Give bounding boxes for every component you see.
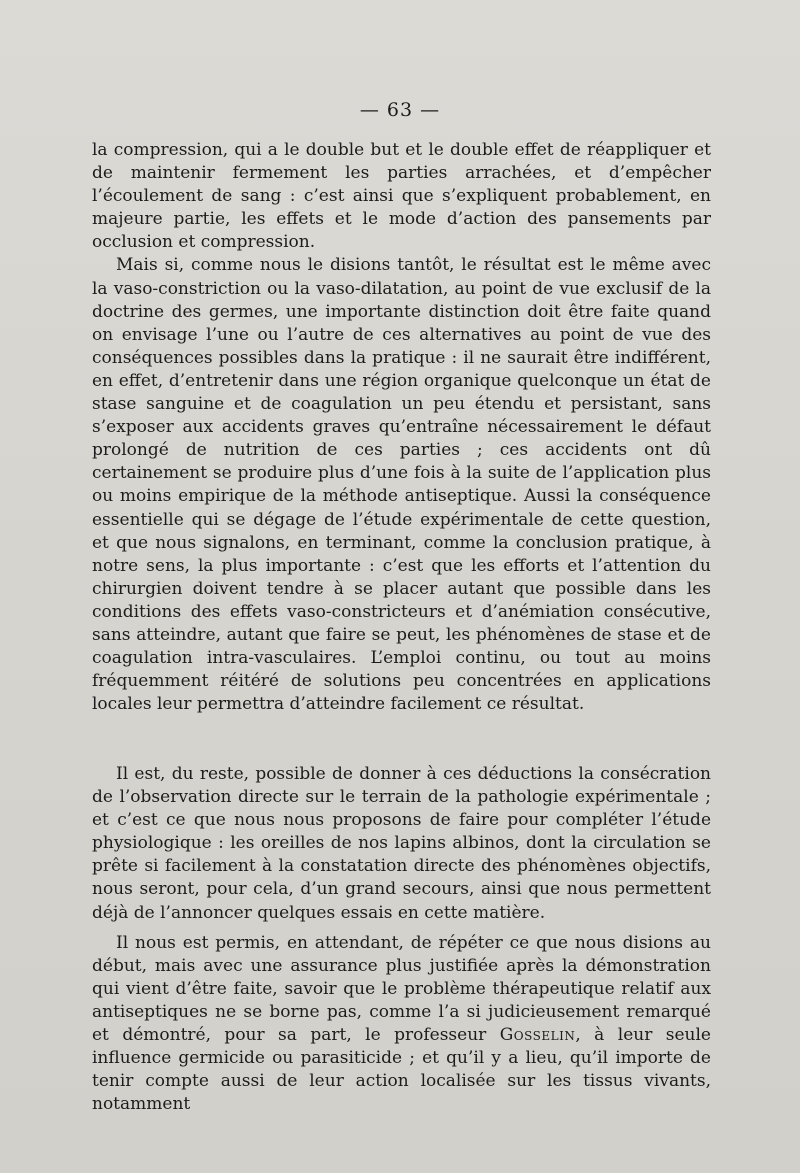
paragraph-4-after: , à leur seule influence germicide ou parasiticide ; et qu’il y a lieu, qu’il importe de tenir compte aussi de leur action localisée sur les tissus vivants, notamment bbox=[92, 1025, 711, 1115]
author-name: Gosselin bbox=[499, 1025, 576, 1046]
paragraph-1: la compression, qui a le double but et le double effet de réappliquer et de maintenir fermement les parties arrachées, et d’empêcher l’écoulement de sang : c’est ainsi que s’expliquent probablement, en majeure partie, les effets et le mode d’action des pansements par occlusion et compression. bbox=[92, 140, 711, 253]
page-number: — 63 — bbox=[359, 99, 441, 121]
text-block-top bbox=[92, 139, 711, 716]
paragraph-4 bbox=[92, 932, 711, 1117]
paragraph-4-before: Il nous est permis, en attendant, de répéter ce que nous disions au début, mais avec une assurance plus justifiée après la démonstration qui vient d’être faite, savoir que le problème thérapeutique relatif aux antiseptiques ne se borne pas, comme l’a si judicieusement remarqué et démontré, pour sa part, le professeur bbox=[92, 932, 711, 1046]
paragraph-2: Mais si, comme nous le disions tantôt, le résultat est le même avec la vaso-constriction ou la vaso-dilatation, au point de vue exclusif de la doctrine des germes, une importante distinction doit être faite quand on envisage l’une ou l’autre de ces alternatives au point de vue des conséquences possibles dans la pratique : il ne saurait être indifférent, en effet, d’entretenir dans une région organique quelconque un état de stase sanguine et de coagulation un peu étendu et persistant, sans s’exposer aux accidents graves qu’entraîne nécessairement le défaut prolongé de nutrition de ces parties ; ces accidents ont dû certainement se produire plus d’une fois à la suite de l’application plus ou moins empirique de la méthode antiseptique. Aussi la conséquence essentielle qui se dégage de l’étude expérimentale de cette question, et que nous signalons, en terminant, comme la conclusion pratique, à notre sens, la plus importante : c’est que les efforts et l’attention du chirurgien doivent tendre à se placer autant que possible dans les conditions des effets vaso-constricteurs et d’anémiation consécutive, sans atteindre, autant que faire se peut, les phénomènes de stase et de coagulation intra-vasculaires. L’emploi continu, ou tout au moins fréquemment réitéré de solutions peu concentrées en applications locales leur permettra d’atteindre facilement ce résultat. bbox=[92, 255, 711, 715]
text-block-bottom bbox=[92, 763, 711, 1116]
paragraph-3: Il est, du reste, possible de donner à ces déductions la consécration de l’observation directe sur le terrain de la pathologie expérimentale ; et c’est ce que nous nous proposons de faire pour compléter l’étude physiologique : les oreilles de nos lapins albinos, dont la circulation se prête si facilement à la constatation directe des phénomènes objectifs, nous seront, pour cela, d’un grand secours, ainsi que nous permettent déjà de l’annoncer quelques essais en cette matière. bbox=[92, 764, 711, 923]
